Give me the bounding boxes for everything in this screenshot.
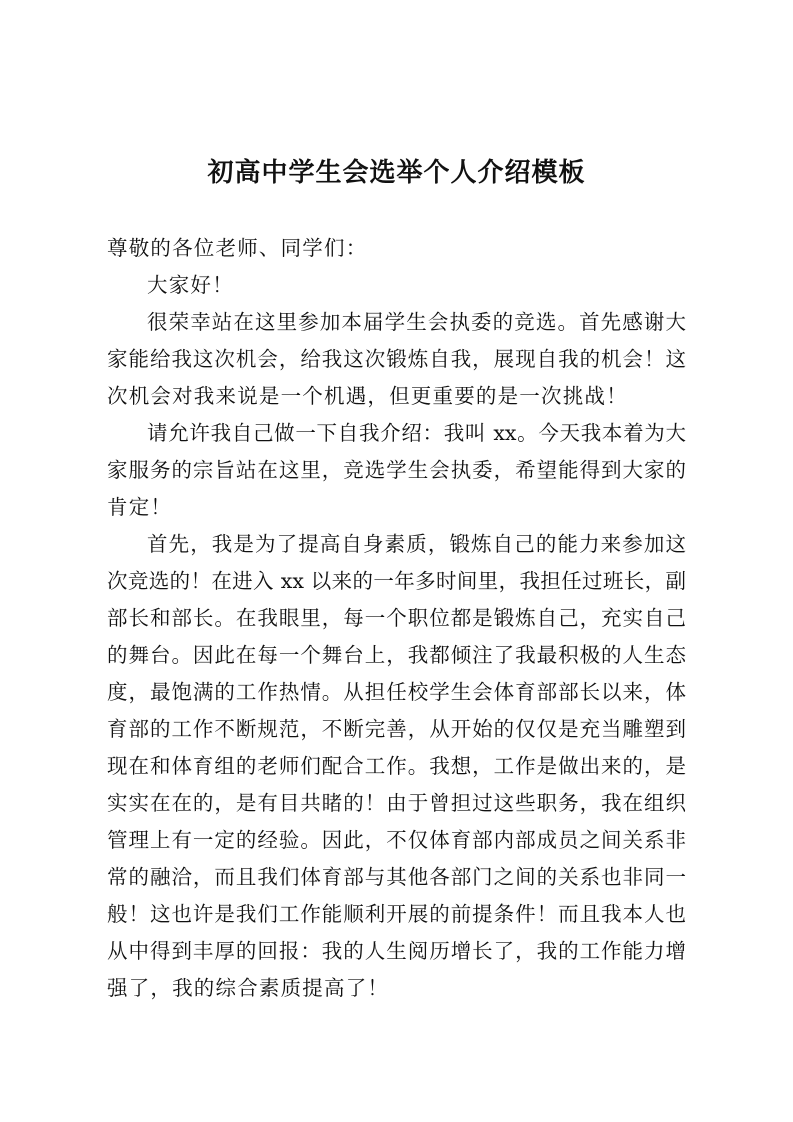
text-line: 般！这也许是我们工作能顺利开展的前提条件！而且我本人也 xyxy=(107,902,686,926)
text-line: 首先，我是为了提高自身素质，锻炼自己的能力来参加这 xyxy=(147,532,686,556)
text-line: 次机会对我来说是一个机遇，但更重要的是一次挑战！ xyxy=(107,384,628,408)
paragraph xyxy=(107,526,686,1007)
paragraph xyxy=(107,267,686,304)
paragraph xyxy=(107,415,686,526)
text-line: 请允许我自己做一下自我介绍：我叫 xx。今天我本着为大 xyxy=(147,421,686,445)
text-line: 尊敬的各位老师、同学们： xyxy=(107,236,368,260)
text-line: 部长和部长。在我眼里，每一个职位都是锻炼自己，充实自己 xyxy=(107,606,686,630)
text-line: 家服务的宗旨站在这里，竞选学生会执委，希望能得到大家的 xyxy=(107,458,686,482)
text-line: 管理上有一定的经验。因此，不仅体育部内部成员之间关系非 xyxy=(107,828,686,852)
text-line: 的舞台。因此在每一个舞台上，我都倾注了我最积极的人生态 xyxy=(107,643,686,667)
text-line: 强了，我的综合素质提高了！ xyxy=(107,976,390,1000)
text-line: 大家好！ xyxy=(147,273,234,297)
document-body xyxy=(107,230,686,1007)
text-line: 次竞选的！在进入 xx 以来的一年多时间里，我担任过班长，副 xyxy=(107,569,686,593)
text-line: 很荣幸站在这里参加本届学生会执委的竞选。首先感谢大 xyxy=(147,310,686,334)
text-line: 肯定！ xyxy=(107,495,173,519)
text-line: 实实在在的，是有目共睹的！由于曾担过这些职务，我在组织 xyxy=(107,791,686,815)
document-title: 初高中学生会选举个人介绍模板 xyxy=(207,158,586,188)
paragraph xyxy=(107,230,686,267)
text-line: 常的融洽，而且我们体育部与其他各部门之间的关系也非同一 xyxy=(107,865,686,889)
text-line: 从中得到丰厚的回报：我的人生阅历增长了，我的工作能力增 xyxy=(107,939,686,963)
text-line: 育部的工作不断规范，不断完善，从开始的仅仅是充当雕塑到 xyxy=(107,717,686,741)
paragraph xyxy=(107,304,686,415)
text-line: 家能给我这次机会，给我这次锻炼自我，展现自我的机会！这 xyxy=(107,347,686,371)
text-line: 度，最饱满的工作热情。从担任校学生会体育部部长以来，体 xyxy=(107,680,686,704)
text-line: 现在和体育组的老师们配合工作。我想，工作是做出来的，是 xyxy=(107,754,686,778)
